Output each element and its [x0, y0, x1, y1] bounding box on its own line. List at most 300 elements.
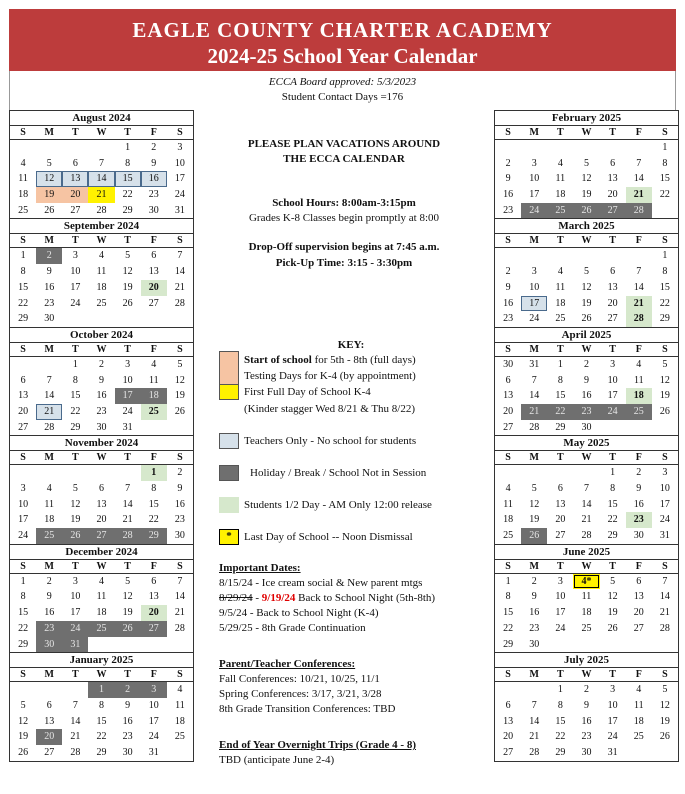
day-cell: 1: [20, 575, 26, 587]
day-cell: 11: [18, 173, 28, 185]
month-title: February 2025: [495, 111, 678, 126]
day-cell: 31: [607, 746, 618, 758]
day-cell: 22: [555, 731, 566, 743]
weekday-header: T: [62, 126, 88, 140]
key-last-day: Last Day of School -- Noon Dismissal: [244, 531, 413, 543]
empty-day: [600, 637, 626, 653]
key-start: [244, 352, 416, 368]
day-cell: 29: [555, 421, 566, 433]
day-cell: 18: [174, 715, 185, 727]
day-cell: 10: [607, 374, 618, 386]
day-cell: 10: [607, 699, 618, 711]
day-cell: 8: [662, 266, 668, 278]
day-cell: 29: [18, 638, 29, 650]
day-cell: 7: [636, 157, 642, 169]
day-cell: 7: [98, 157, 104, 169]
conference-transition: 8th Grade Transition Conferences: TBD: [219, 703, 396, 715]
month-title: June 2025: [495, 545, 678, 560]
day-cell: 15: [555, 715, 566, 727]
day-cell: 23: [44, 297, 55, 309]
day-cell: 1: [88, 682, 114, 698]
salmon-swatch: [219, 351, 239, 385]
day-cell: 2: [583, 358, 589, 370]
day-cell: 22: [148, 514, 159, 526]
day-cell: 4: [636, 358, 642, 370]
day-cell: 25: [18, 204, 29, 216]
day-cell: 29: [18, 313, 29, 325]
weekday-header: M: [36, 126, 62, 140]
day-cell: 3: [125, 358, 131, 370]
day-cell: 29: [659, 313, 670, 325]
day-cell: 8: [557, 699, 563, 711]
day-cell: 31: [62, 637, 88, 653]
day-cell: 29: [70, 421, 81, 433]
day-cell: 16: [44, 281, 55, 293]
day-cell: 9: [505, 281, 511, 293]
day-cell: 19: [659, 390, 670, 402]
day-cell: 6: [636, 575, 642, 587]
month-february-2025: [494, 110, 679, 219]
day-cell: 22: [18, 622, 29, 634]
day-cell: 23: [174, 514, 185, 526]
empty-day: [626, 745, 652, 761]
empty-day: [10, 140, 36, 156]
day-cell: 13: [148, 266, 159, 278]
empty-day: [115, 637, 141, 653]
day-cell: 2: [636, 467, 642, 479]
day-cell: 20: [555, 514, 566, 526]
day-cell: 31: [529, 358, 540, 370]
day-cell: 15: [607, 498, 618, 510]
conferences: [219, 657, 494, 717]
day-cell: 10: [529, 281, 540, 293]
day-cell: 27: [44, 746, 55, 758]
day-cell: 12: [529, 498, 540, 510]
yellow-swatch: [219, 384, 239, 400]
day-cell: 30: [96, 421, 107, 433]
month-may-2025: [494, 436, 679, 544]
day-cell: 26: [174, 405, 185, 417]
weekday-header: M: [521, 668, 547, 682]
day-cell: 20: [607, 189, 618, 201]
board-approval: ECCA Board approved: 5/3/2023: [268, 76, 417, 88]
empty-day: [652, 745, 678, 761]
day-cell: 12: [122, 266, 133, 278]
empty-day: [36, 465, 62, 481]
day-cell: 23: [148, 189, 159, 201]
day-cell: 14: [659, 591, 670, 603]
empty-day: [573, 140, 599, 156]
last-day-swatch: *: [219, 529, 239, 545]
month-july-2025: [494, 653, 679, 761]
day-cell: 2: [505, 157, 511, 169]
day-cell: 14: [529, 390, 540, 402]
empty-day: [652, 637, 678, 653]
month-grid: [495, 126, 678, 218]
day-cell: 28: [44, 421, 55, 433]
day-cell: 20: [141, 605, 167, 621]
weekday-header: T: [547, 560, 573, 574]
day-cell: 14: [174, 591, 185, 603]
month-october-2024: [9, 328, 194, 436]
weekday-header: T: [600, 451, 626, 465]
day-cell: 31: [174, 204, 185, 216]
weekday-header: S: [167, 451, 193, 465]
weekday-header: F: [141, 451, 167, 465]
day-cell: 2: [505, 266, 511, 278]
empty-day: [547, 465, 573, 481]
day-cell: 6: [610, 266, 616, 278]
important-date-4: 5/29/25 - 8th Grade Continuation: [219, 622, 366, 634]
day-cell: 21: [88, 187, 114, 203]
empty-day: [600, 140, 626, 156]
weekday-header: S: [10, 560, 36, 574]
day-cell: 9: [583, 699, 589, 711]
weekday-header: F: [626, 234, 652, 248]
day-cell: 22: [659, 189, 670, 201]
day-cell: 11: [555, 281, 566, 293]
day-cell: 13: [503, 715, 514, 727]
weekday-header: F: [141, 668, 167, 682]
day-cell: 24: [607, 731, 618, 743]
day-cell: 15: [659, 281, 670, 293]
empty-day: [626, 140, 652, 156]
empty-day: [88, 311, 114, 327]
weekday-header: W: [88, 668, 114, 682]
day-cell: 26: [573, 203, 599, 219]
day-cell: 1: [20, 250, 26, 262]
day-cell: 13: [44, 715, 55, 727]
day-cell: 19: [36, 187, 62, 203]
weekday-header: T: [115, 343, 141, 357]
empty-day: [167, 637, 193, 653]
key-half: Students 1/2 Day - AM Only 12:00 release: [244, 499, 432, 511]
day-cell: 1: [662, 142, 668, 153]
weekday-header: W: [573, 343, 599, 357]
day-cell: 25: [174, 731, 185, 743]
day-cell: 12: [581, 173, 592, 185]
weekday-header: S: [495, 560, 521, 574]
weekday-header: T: [62, 234, 88, 248]
day-cell: 4*: [573, 574, 599, 590]
month-april-2025: [494, 328, 679, 436]
weekday-header: T: [600, 126, 626, 140]
weekday-header: F: [141, 126, 167, 140]
weekday-header: W: [88, 126, 114, 140]
day-cell: 29: [555, 746, 566, 758]
weekday-header: S: [10, 343, 36, 357]
day-cell: 9: [636, 483, 642, 494]
day-cell: 17: [659, 498, 670, 510]
day-cell: 14: [122, 498, 133, 510]
day-cell: 2: [115, 682, 141, 698]
left-month-column: [9, 110, 194, 762]
day-cell: 18: [96, 281, 107, 293]
day-cell: 25: [96, 297, 107, 309]
day-cell: 8: [20, 266, 26, 278]
day-cell: 25: [547, 203, 573, 219]
empty-day: [167, 745, 193, 761]
day-cell: 15: [18, 607, 29, 619]
day-cell: 3: [141, 682, 167, 698]
day-cell: 10: [529, 173, 540, 185]
day-cell: 14: [581, 498, 592, 510]
day-cell: 8: [98, 699, 104, 711]
day-cell: 1: [610, 467, 616, 479]
day-cell: 26: [581, 313, 592, 325]
day-cell: 14: [633, 281, 644, 293]
important-date-2: [219, 591, 494, 606]
day-cell: 5: [46, 157, 52, 169]
day-cell: 14: [174, 266, 185, 278]
day-cell: 18: [96, 607, 107, 619]
day-cell: 5: [20, 699, 26, 711]
day-cell: 9: [505, 173, 511, 185]
day-cell: 8: [151, 483, 157, 494]
day-cell: 11: [555, 173, 566, 185]
weekday-header: S: [495, 451, 521, 465]
day-cell: 29: [96, 746, 107, 758]
conference-fall: Fall Conferences: 10/21, 10/25, 11/1: [219, 673, 380, 685]
day-cell: 2: [583, 684, 589, 696]
day-cell: 6: [151, 575, 157, 587]
month-grid: [10, 560, 193, 652]
day-cell: 20: [503, 731, 514, 743]
day-cell: 25: [555, 313, 566, 325]
month-grid: [495, 560, 678, 652]
day-cell: 4: [46, 483, 52, 494]
day-cell: 5: [125, 250, 131, 262]
empty-day: [573, 637, 599, 653]
day-cell: 26: [18, 746, 29, 758]
day-cell: 13: [555, 498, 566, 510]
day-cell: 28: [659, 622, 670, 634]
empty-day: [36, 682, 62, 698]
weekday-header: T: [115, 126, 141, 140]
day-cell: 18: [581, 607, 592, 619]
day-cell: 28: [581, 530, 592, 542]
key-start-rest: for 5th - 8th (full days): [311, 354, 416, 366]
day-cell: 4: [557, 266, 563, 278]
weekday-header: F: [626, 126, 652, 140]
day-cell: 24: [148, 731, 159, 743]
day-cell: 5: [72, 483, 78, 494]
day-cell: 9: [46, 266, 52, 278]
day-cell: 19: [18, 731, 29, 743]
day-cell: 6: [151, 250, 157, 262]
day-cell: 13: [633, 591, 644, 603]
day-cell: 1: [72, 358, 78, 370]
day-cell: 12: [18, 715, 29, 727]
day-cell: 16: [581, 715, 592, 727]
day-cell: 28: [174, 297, 185, 309]
day-cell: 2: [151, 142, 157, 153]
day-cell: 3: [610, 684, 616, 696]
contact-days: Student Contact Days =176: [281, 91, 404, 103]
day-cell: 19: [607, 607, 618, 619]
day-cell: 19: [581, 297, 592, 309]
empty-day: [521, 248, 547, 264]
day-cell: 4: [177, 684, 183, 696]
important-dates-title: Important Dates:: [219, 562, 301, 574]
day-cell: 24: [659, 514, 670, 526]
day-cell: 21: [36, 404, 62, 420]
month-grid: [495, 234, 678, 326]
day-cell: 25: [633, 731, 644, 743]
day-cell: 6: [98, 483, 104, 494]
day-cell: 1: [141, 465, 167, 481]
key-holiday: Holiday / Break / School Not in Session: [250, 467, 427, 479]
weekday-header: F: [626, 343, 652, 357]
empty-day: [495, 682, 521, 698]
day-cell: 10: [70, 591, 81, 603]
empty-day: [36, 357, 62, 373]
weekday-header: M: [521, 451, 547, 465]
empty-day: [626, 637, 652, 653]
empty-day: [62, 465, 88, 481]
day-cell: 21: [626, 187, 652, 203]
month-grid: [10, 668, 193, 760]
weekday-header: T: [547, 668, 573, 682]
day-cell: 10: [174, 157, 185, 169]
weekday-header: S: [495, 343, 521, 357]
month-grid: [495, 451, 678, 543]
empty-day: [495, 465, 521, 481]
day-cell: 5: [531, 483, 537, 494]
plan-note: PLEASE PLAN VACATIONS AROUND: [247, 138, 441, 150]
day-cell: 14: [529, 715, 540, 727]
day-cell: 12: [607, 591, 618, 603]
day-cell: 30: [174, 530, 185, 542]
day-cell: 28: [115, 528, 141, 544]
day-cell: 21: [581, 514, 592, 526]
weekday-header: T: [62, 451, 88, 465]
school-name: EAGLE COUNTY CHARTER ACADEMY: [132, 18, 553, 42]
day-cell: 27: [607, 313, 618, 325]
day-cell: 23: [581, 731, 592, 743]
day-cell: 13: [503, 390, 514, 402]
empty-day: [547, 248, 573, 264]
day-cell: 12: [174, 374, 185, 386]
day-cell: 2: [531, 575, 537, 587]
day-cell: 20: [36, 729, 62, 745]
day-cell: 24: [70, 297, 81, 309]
day-cell: 4: [98, 250, 104, 262]
day-cell: 9: [46, 591, 52, 603]
day-cell: 22: [18, 297, 29, 309]
weekday-header: S: [652, 343, 678, 357]
important-date-3: 9/5/24 - Back to School Night (K-4): [219, 607, 379, 619]
day-cell: 22: [607, 514, 618, 526]
month-title: October 2024: [10, 328, 193, 343]
key-stagger: (Kinder stagger Wed 8/21 & Thu 8/22): [244, 403, 416, 415]
important-dates: [219, 561, 494, 636]
day-cell: 11: [96, 591, 107, 603]
key-title: KEY:: [337, 339, 365, 351]
day-cell: 1: [505, 575, 511, 587]
weekday-header: F: [141, 560, 167, 574]
day-cell: 7: [531, 374, 537, 386]
day-cell: 15: [115, 171, 141, 187]
day-cell: 10: [555, 591, 566, 603]
day-cell: 9: [125, 699, 131, 711]
day-cell: 13: [96, 498, 107, 510]
empty-day: [141, 637, 167, 653]
empty-day: [62, 682, 88, 698]
day-cell: 20: [62, 187, 88, 203]
weekday-header: T: [547, 126, 573, 140]
empty-day: [600, 248, 626, 264]
weekday-header: S: [167, 668, 193, 682]
day-cell: 24: [521, 203, 547, 219]
day-cell: 26: [659, 731, 670, 743]
day-cell: 11: [633, 374, 644, 386]
day-cell: 27: [148, 297, 159, 309]
day-cell: 10: [18, 498, 29, 510]
weekday-header: T: [547, 234, 573, 248]
day-cell: 17: [70, 607, 81, 619]
dropoff-note: Drop-Off supervision begins at 7:45 a.m.: [248, 241, 440, 253]
weekday-header: W: [573, 126, 599, 140]
day-cell: 24: [555, 622, 566, 634]
overnight-trips: [219, 738, 494, 768]
empty-day: [88, 637, 114, 653]
calendar-title: 2024-25 School Year Calendar: [207, 44, 478, 68]
conferences-title: Parent/Teacher Conferences:: [219, 658, 356, 670]
day-cell: 3: [72, 575, 78, 587]
day-cell: 31: [659, 530, 670, 542]
day-cell: 17: [555, 607, 566, 619]
weekday-header: M: [36, 560, 62, 574]
day-cell: 4: [505, 483, 511, 494]
day-cell: 26: [521, 528, 547, 544]
day-cell: 22: [122, 189, 133, 201]
weekday-header: S: [652, 234, 678, 248]
month-march-2025: [494, 219, 679, 327]
day-cell: 23: [96, 405, 107, 417]
day-cell: 15: [148, 498, 159, 510]
important-date-2-text: Back to School Night (5th-8th): [295, 592, 436, 604]
weekday-header: S: [167, 343, 193, 357]
day-cell: 11: [148, 374, 159, 386]
day-cell: 3: [20, 483, 26, 494]
weekday-header: W: [573, 234, 599, 248]
weekday-header: S: [652, 668, 678, 682]
weekday-header: T: [600, 343, 626, 357]
day-cell: 25: [36, 528, 62, 544]
weekday-header: W: [573, 560, 599, 574]
weekday-header: S: [652, 560, 678, 574]
day-cell: 15: [503, 607, 514, 619]
key-teachers: Teachers Only - No school for students: [244, 435, 417, 447]
day-cell: 26: [607, 622, 618, 634]
month-title: December 2024: [10, 545, 193, 560]
day-cell: 17: [607, 390, 618, 402]
day-cell: 3: [531, 157, 537, 169]
day-cell: 22: [503, 622, 514, 634]
weekday-header: T: [62, 668, 88, 682]
subheader: [9, 71, 676, 110]
day-cell: 28: [626, 203, 652, 219]
empty-day: [521, 682, 547, 698]
day-cell: 30: [36, 637, 62, 653]
day-cell: 22: [659, 297, 670, 309]
empty-day: [141, 420, 167, 436]
empty-day: [652, 203, 678, 219]
day-cell: 17: [148, 715, 159, 727]
day-cell: 26: [122, 297, 133, 309]
day-cell: 12: [659, 374, 670, 386]
